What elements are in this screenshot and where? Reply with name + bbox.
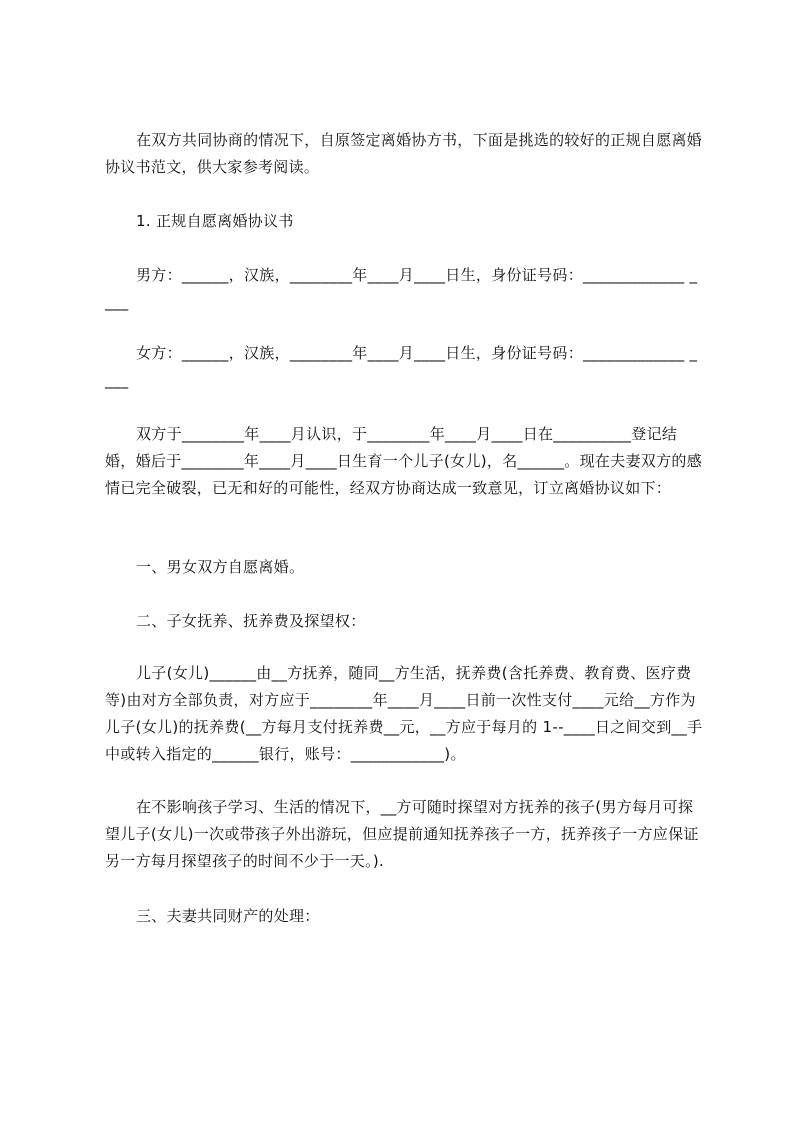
clause-1-heading: 一、男女双方自愿离婚。 [136, 558, 305, 576]
female-party-paragraph: 女方：______，汉族，________年____月____日生，身份证号码：_____________ ____ [105, 344, 698, 389]
clause-2-heading: 二、子女抚养、抚养费及探望权： [136, 612, 366, 630]
intro-paragraph: 在双方共同协商的情况下，自原签定离婚协方书，下面是挑选的较好的正规自愿离婚协议书范文，供大家参考阅读。 [105, 131, 703, 176]
clause-3-heading: 三、夫妻共同财产的处理： [136, 907, 320, 925]
visitation-paragraph: 在不影响孩子学习、生活的情况下，__方可随时探望对方抚养的孩子(男方每月可探望儿子(女儿)一次或带孩子外出游玩，但应提前通知抚养孩子一方，抚养孩子一方应保证另一方每月探望孩子的时间不少于一天。). [105, 798, 699, 870]
background-paragraph: 双方于________年____月认识，于________年____月____日在__________登记结婚，婚后于________年____月____日生育一个儿子(女儿)，名______。现在夫妻双方的感情已完全破裂，已无和好的可能性，经双方协商达成一致意见，订立离婚协议如下： [105, 425, 703, 497]
section-title: 1. 正规自愿离婚协议书 [136, 212, 294, 230]
custody-paragraph: 儿子(女儿)______由__方抚养，随同__方生活，抚养费(含托养费、教育费、医疗费等)由对方全部负责，对方应于________年____月____日前一次性支付____元给__方作为儿子(女儿)的抚养费(__方每月支付抚养费__元，__方应于每月的 1--____日之间交到__手中或转入指定的______银行，账号：____________)。 [105, 664, 703, 763]
male-party-paragraph: 男方：______，汉族，________年____月____日生，身份证号码：_____________ ____ [105, 266, 698, 311]
